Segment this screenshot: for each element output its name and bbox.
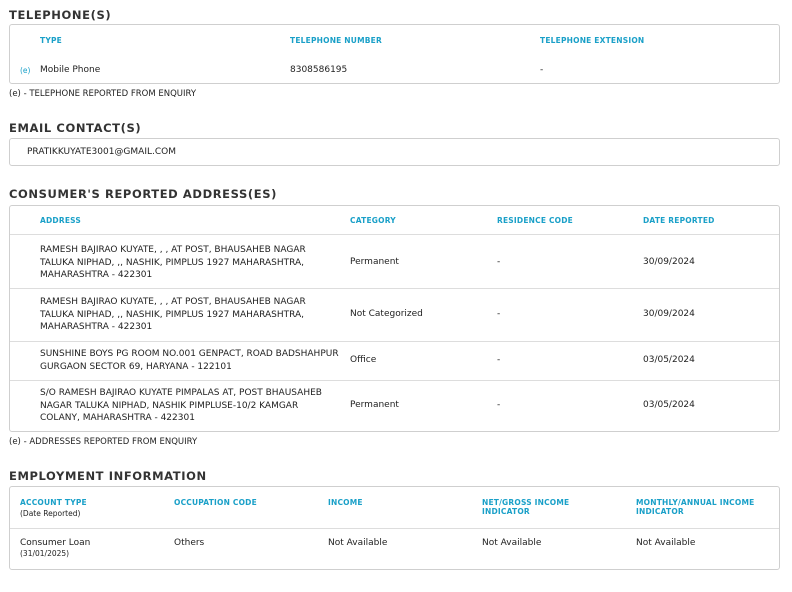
telephones-title: TELEPHONE(S) [9, 8, 112, 22]
header-divider [10, 234, 779, 235]
address-residence-code: - [497, 257, 501, 267]
address-residence-code: - [497, 355, 501, 365]
header-divider [10, 528, 779, 529]
row-divider [10, 380, 779, 381]
telephones-table [9, 24, 780, 84]
monthly-annual-header: MONTHLY/ANNUAL INCOME INDICATOR [636, 498, 755, 516]
net-gross-value: Not Available [482, 538, 542, 548]
phone-extension-header: TELEPHONE EXTENSION [540, 36, 645, 45]
address-category: Permanent [350, 257, 399, 267]
address-residence-code: - [497, 309, 501, 319]
address-text: RAMESH BAJIRAO KUYATE, , , AT POST, BHAUSAHEB NAGAR TALUKA NIPHAD, ,, NASHIK, PIMPLUS 1927 MAHARASHTRA, MAHARASHTRA - 422301 [40, 297, 306, 332]
employment-title: EMPLOYMENT INFORMATION [9, 469, 207, 483]
address-category: Office [350, 355, 377, 365]
address-date: 03/05/2024 [643, 355, 695, 365]
income-value: Not Available [328, 538, 388, 548]
account-date-reported: (31/01/2025) [20, 549, 70, 558]
address-text: RAMESH BAJIRAO KUYATE, , , AT POST, BHAUSAHEB NAGAR TALUKA NIPHAD, ,, NASHIK, PIMPLUS 1927 MAHARASHTRA, MAHARASHTRA - 422301 [40, 245, 306, 280]
monthly-annual-value: Not Available [636, 538, 696, 548]
phone-number: 8308586195 [290, 65, 348, 75]
emails-box [9, 138, 780, 166]
address-category: Permanent [350, 400, 399, 410]
residence-code-header: RESIDENCE CODE [497, 216, 573, 225]
phone-type: Mobile Phone [40, 65, 101, 75]
account-type-header: ACCOUNT TYPE [20, 498, 87, 507]
emails-title: EMAIL CONTACT(S) [9, 121, 142, 135]
addresses-footnote: (e) - ADDRESSES REPORTED FROM ENQUIRY [9, 437, 198, 447]
date-reported-header: DATE REPORTED [643, 216, 715, 225]
phone-extension: - [540, 65, 544, 75]
row-divider [10, 288, 779, 289]
occupation-code: Others [174, 538, 205, 548]
account-type: Consumer Loan [20, 538, 91, 548]
addresses-table [9, 205, 780, 432]
telephones-footnote: (e) - TELEPHONE REPORTED FROM ENQUIRY [9, 89, 197, 99]
occupation-code-header: OCCUPATION CODE [174, 498, 257, 507]
address-header: ADDRESS [40, 216, 82, 225]
category-header: CATEGORY [350, 216, 396, 225]
address-residence-code: - [497, 400, 501, 410]
phone-type-header: TYPE [40, 36, 62, 45]
email-address: PRATIKKUYATE3001@GMAIL.COM [27, 147, 176, 157]
net-gross-header: NET/GROSS INCOME INDICATOR [482, 498, 570, 516]
income-header: INCOME [328, 498, 363, 507]
addresses-title: CONSUMER'S REPORTED ADDRESS(ES) [9, 187, 277, 201]
address-category: Not Categorized [350, 309, 423, 319]
row-divider [10, 341, 779, 342]
address-date: 30/09/2024 [643, 257, 695, 267]
phone-number-header: TELEPHONE NUMBER [290, 36, 382, 45]
address-date: 30/09/2024 [643, 309, 695, 319]
address-text: S/O RAMESH BAJIRAO KUYATE PIMPALAS AT, POST BHAUSAHEB NAGAR TALUKA NIPHAD, NASHIK PIMPLUSE-10/2 KAMGAR COLANY, MAHARASHTRA - 422301 [40, 388, 322, 423]
enquiry-flag: (e) [20, 66, 31, 75]
address-text: SUNSHINE BOYS PG ROOM NO.001 GENPACT, ROAD BADSHAHPUR GURGAON SECTOR 69, HARYANA - 122101 [40, 349, 339, 372]
employment-table [9, 486, 780, 570]
address-date: 03/05/2024 [643, 400, 695, 410]
date-reported-subheader: (Date Reported) [20, 509, 81, 518]
